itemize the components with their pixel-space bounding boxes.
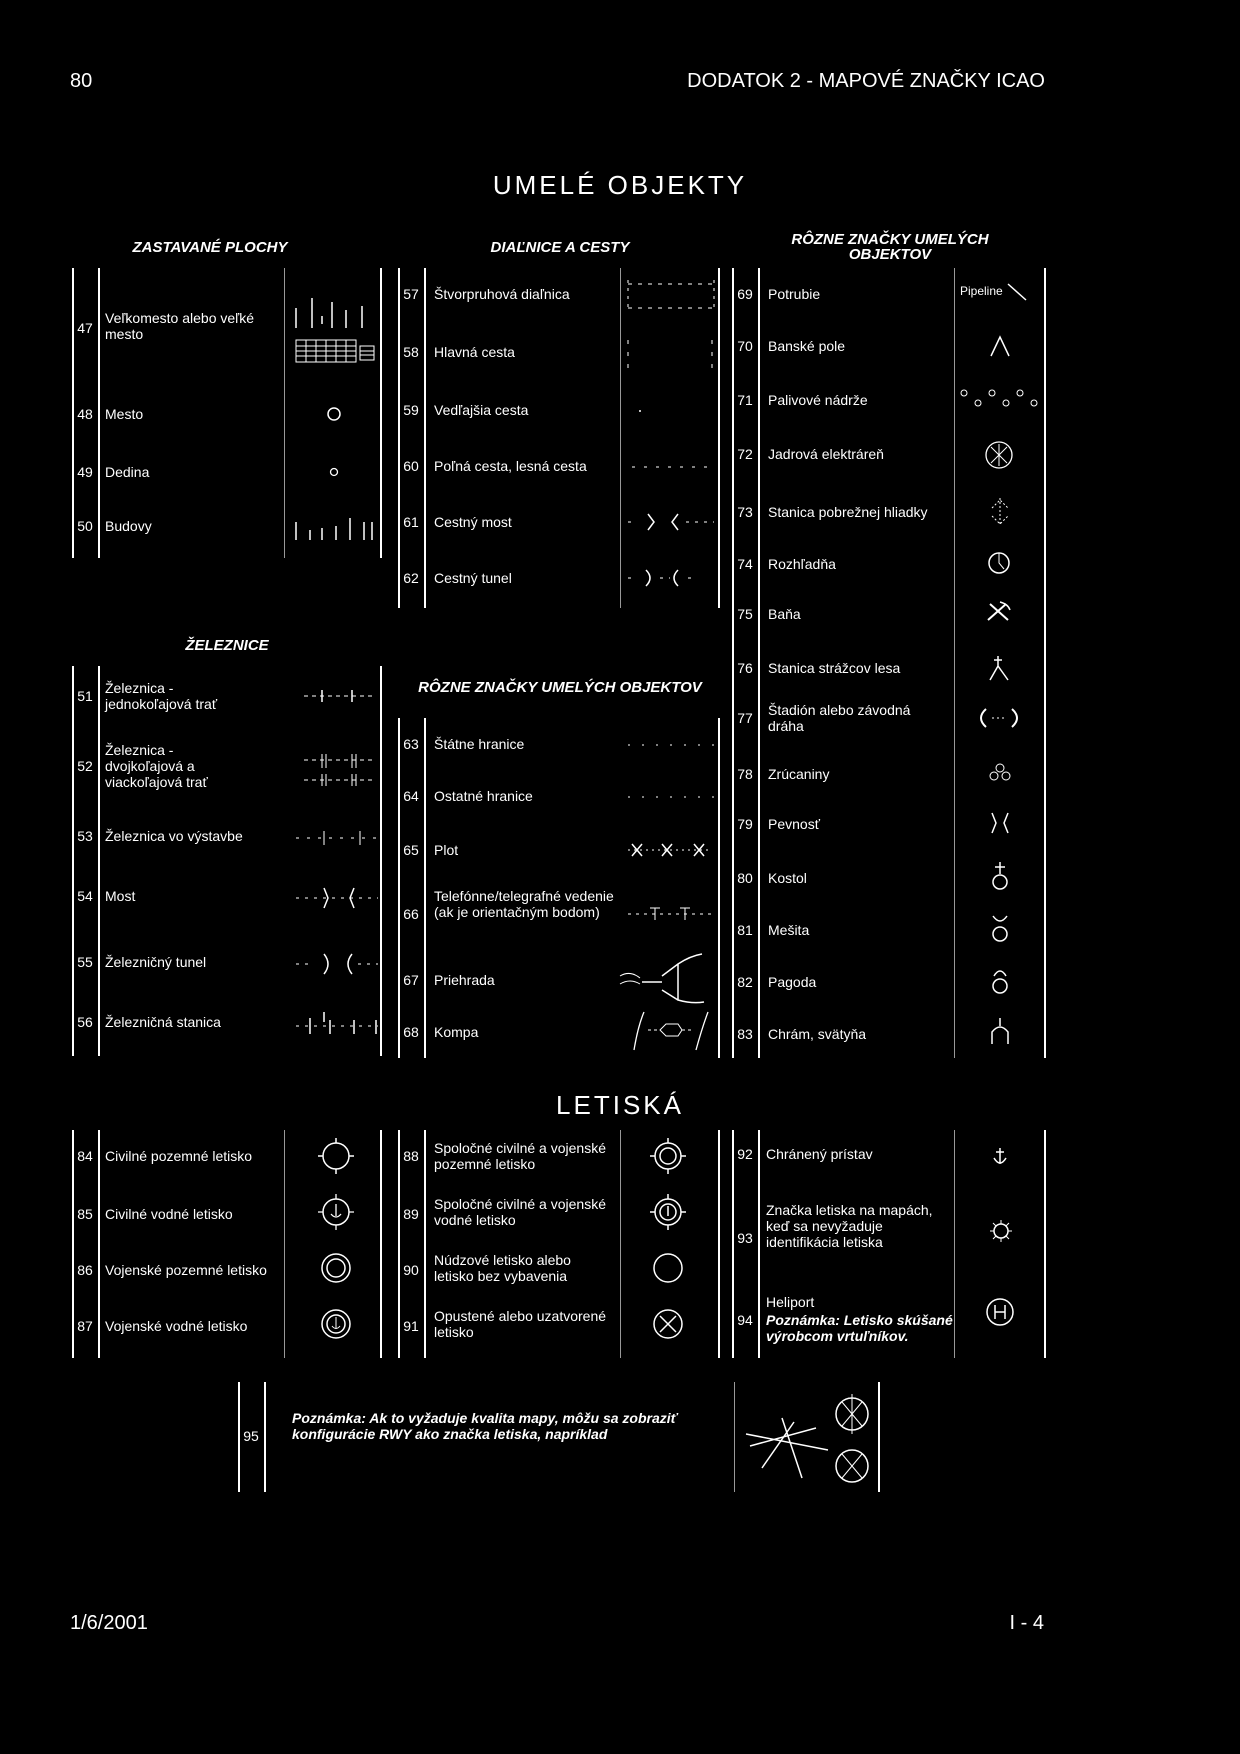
item-label: Vojenské pozemné letisko: [105, 1262, 267, 1278]
heliport-icon: [984, 1296, 1016, 1328]
item-65: [398, 824, 720, 876]
item-number: 66: [403, 906, 419, 922]
anchor-icon: [988, 1144, 1012, 1168]
ferry-icon: [624, 1006, 716, 1054]
col2-heading: DIAĽNICE A CESTY: [490, 239, 630, 256]
divider: [954, 1130, 955, 1358]
item-label: Zrúcaniny: [768, 766, 830, 782]
item-number: 54: [77, 888, 93, 904]
note-95-text: Poznámka: Ak to vyžaduje kvalita mapy, môžu sa zobraziť konfigurácie RWY ako značka letiska, napríklad: [292, 1410, 678, 1442]
airports-col1: [72, 1130, 382, 1358]
item-number: 73: [737, 504, 753, 520]
joint-water-airport-icon: [650, 1194, 686, 1230]
item-label: Civilné pozemné letisko: [105, 1148, 253, 1164]
item-number: 58: [403, 344, 419, 360]
nuclear-plant-icon: [984, 440, 1014, 470]
item-number: 62: [403, 570, 419, 586]
secondary-road-icon: [626, 406, 716, 416]
item-label: Štvorpruhová diaľnica: [434, 286, 570, 302]
item-label: Plot: [434, 842, 459, 858]
item-label: Štátne hranice: [434, 736, 525, 752]
item-number: 83: [737, 1026, 753, 1042]
item-label: Vedľajšia cesta: [434, 402, 529, 418]
item-number: 92: [737, 1146, 753, 1162]
airport-generic-icon: [988, 1218, 1014, 1244]
airports-col2: [398, 1130, 720, 1358]
mine-icon: [984, 600, 1012, 624]
item-57: [398, 268, 720, 324]
single-track-icon: [302, 688, 378, 704]
item-number: 89: [403, 1206, 419, 1222]
item-number: 55: [77, 954, 93, 970]
item-label: Heliport: [766, 1294, 815, 1310]
item-label: Kostol: [768, 870, 807, 886]
item-number: 85: [77, 1206, 93, 1222]
runway-configuration-icon: [742, 1388, 874, 1488]
item-label: Chránený prístav: [766, 1146, 873, 1162]
item-52: [72, 728, 382, 808]
item-number: 80: [737, 870, 753, 886]
item-label: Železničný tunel: [105, 954, 207, 970]
rail-station-icon: [294, 1008, 380, 1036]
item-number: 84: [77, 1148, 93, 1164]
motorway-symbol-icon: [626, 276, 716, 316]
item-62: [398, 552, 720, 608]
item-number: 67: [403, 972, 419, 988]
state-border-icon: [626, 740, 716, 750]
item-label: Železnica - dvojkoľajová a viackoľajová trať: [105, 742, 208, 790]
footer-date: 1/6/2001: [70, 1612, 148, 1634]
item-number: 91: [403, 1318, 419, 1334]
divider: [734, 1382, 735, 1492]
item-number: 75: [737, 606, 753, 622]
item-54: [72, 868, 382, 932]
item-number: 71: [737, 392, 753, 408]
dam-icon: [616, 950, 716, 1008]
roads-panel: [398, 268, 720, 608]
item-label: Opustené alebo uzatvorené letisko: [434, 1308, 607, 1340]
item-55: [72, 932, 382, 994]
item-number: 50: [77, 518, 93, 534]
item-label: Cestný most: [434, 514, 512, 530]
civil-water-airport-icon: [318, 1194, 354, 1230]
stadium-icon: [974, 706, 1024, 730]
col3-heading: RÔZNE ZNAČKY UMELÝCH OBJEKTOV: [791, 231, 989, 263]
built-up-panel: [72, 268, 382, 558]
item-label: Štadión alebo závodná dráha: [768, 702, 911, 734]
item-label: Poľná cesta, lesná cesta: [434, 458, 587, 474]
item-68: [398, 1008, 720, 1058]
item-label: Potrubie: [768, 286, 821, 302]
airports-title: LETISKÁ: [556, 1090, 684, 1120]
divider: [954, 268, 955, 1058]
pagoda-icon: [988, 964, 1012, 996]
item-number: 48: [77, 406, 93, 422]
item-label: Palivové nádrže: [768, 392, 868, 408]
item-50: [72, 502, 382, 558]
town-circle-icon: [326, 406, 342, 422]
ruins-icon: [988, 760, 1012, 784]
item-number: 95: [243, 1428, 259, 1444]
joint-airport-icon: [650, 1138, 686, 1174]
item-label: Stanica strážcov lesa: [768, 660, 901, 676]
item-number: 70: [737, 338, 753, 354]
col2-heading2: RÔZNE ZNAČKY UMELÝCH OBJEKTOV: [418, 679, 702, 696]
page-number: 80: [70, 70, 93, 92]
main-road-icon: [626, 334, 716, 374]
road-bridge-icon: [626, 510, 716, 534]
item-label: Dedina: [105, 464, 150, 480]
item-number: 90: [403, 1262, 419, 1278]
divider: [284, 1130, 285, 1358]
border-right: [718, 1130, 720, 1358]
item-53: [72, 808, 382, 868]
item-label: Mešita: [768, 922, 810, 938]
telephone-line-icon: [624, 904, 716, 924]
item-label: Most: [105, 888, 136, 904]
church-icon: [988, 860, 1012, 892]
item-number: 94: [737, 1312, 753, 1328]
item-number: 76: [737, 660, 753, 676]
closed-airport-icon: [650, 1306, 686, 1342]
item-number: 59: [403, 402, 419, 418]
track-road-icon: [626, 462, 716, 472]
item-number: 51: [77, 688, 93, 704]
item-number: 81: [737, 922, 753, 938]
item-number: 79: [737, 816, 753, 832]
heliport-note: Poznámka: Letisko skúšané výrobcom vrtuľníkov.: [766, 1312, 953, 1344]
lookout-tower-icon: [986, 550, 1012, 576]
road-tunnel-icon: [626, 566, 716, 590]
item-67: [398, 954, 720, 1008]
item-60: [398, 440, 720, 496]
divider: [424, 1130, 426, 1358]
item-number: 63: [403, 736, 419, 752]
item-59: [398, 384, 720, 440]
section-title: UMELÉ OBJEKTY: [492, 170, 748, 200]
item-61: [398, 496, 720, 552]
border-right: [878, 1382, 880, 1492]
item-63: [398, 718, 720, 772]
item-number: 69: [737, 286, 753, 302]
airports-col3: [732, 1130, 1046, 1358]
fence-icon: [624, 838, 716, 862]
footer-page-ref: I - 4: [1009, 1612, 1044, 1634]
item-56: [72, 994, 382, 1054]
item-51: [72, 666, 382, 726]
item-label: Cestný tunel: [434, 570, 512, 586]
railways-panel: [72, 666, 382, 1056]
city-symbol-icon: [292, 288, 378, 370]
item-label: Ostatné hranice: [434, 788, 533, 804]
item-label: Jadrová elektráreň: [768, 446, 884, 462]
item-label: Pagoda: [768, 974, 817, 990]
pipeline-text: Pipeline: [960, 284, 1003, 299]
civil-airport-icon: [318, 1138, 354, 1174]
item-66: [398, 876, 720, 954]
item-number: 56: [77, 1014, 93, 1030]
item-47: [72, 268, 382, 388]
border-right: [1044, 1130, 1046, 1358]
item-number: 52: [77, 758, 93, 774]
mosque-icon: [988, 912, 1012, 944]
pipeline-icon: [960, 282, 1030, 302]
item-label: Núdzové letisko alebo letisko bez vybavenia: [434, 1252, 571, 1284]
item-label: Železnica vo výstavbe: [105, 828, 243, 844]
emergency-airfield-icon: [650, 1250, 686, 1286]
item-label: Mesto: [105, 406, 144, 422]
item-label: Kompa: [434, 1024, 479, 1040]
item-label: Vojenské vodné letisko: [105, 1318, 248, 1334]
item-number: 74: [737, 556, 753, 572]
fortress-icon: [988, 810, 1012, 836]
coastguard-station-icon: [988, 496, 1012, 526]
item-label: Spoločné civilné a vojenské pozemné letisko: [434, 1140, 606, 1172]
item-number: 61: [403, 514, 419, 530]
other-border-icon: [626, 792, 716, 802]
col1-heading: ZASTAVANÉ PLOCHY: [132, 239, 288, 256]
divider: [620, 1130, 621, 1358]
border-right: [1044, 268, 1046, 1058]
item-number: 77: [737, 710, 753, 726]
item-number: 87: [77, 1318, 93, 1334]
item-64: [398, 772, 720, 824]
item-label: Železnica - jednokoľajová trať: [105, 680, 218, 712]
military-water-airport-icon: [318, 1306, 354, 1342]
item-label: Značka letiska na mapách, keď sa nevyžaduje identifikácia letiska: [766, 1202, 933, 1250]
rail-bridge-icon: [294, 884, 380, 912]
item-number: 53: [77, 828, 93, 844]
item-number: 93: [737, 1230, 753, 1246]
buildings-icon: [292, 516, 378, 544]
item-number: 64: [403, 788, 419, 804]
item-58: [398, 326, 720, 384]
mining-area-icon: [988, 334, 1012, 358]
village-circle-icon: [328, 466, 340, 478]
military-airport-icon: [318, 1250, 354, 1286]
item-number: 47: [77, 320, 93, 336]
item-number: 88: [403, 1148, 419, 1164]
item-number: 49: [77, 464, 93, 480]
divider: [264, 1382, 266, 1492]
item-number: 86: [77, 1262, 93, 1278]
item-label: Priehrada: [434, 972, 495, 988]
fuel-tanks-icon: [958, 386, 1044, 410]
temple-icon: [988, 1016, 1012, 1046]
item-number: 65: [403, 842, 419, 858]
rail-heading: ŽELEZNICE: [185, 637, 269, 654]
item-49: [72, 446, 382, 502]
item-label: Baňa: [768, 606, 801, 622]
header-title: DODATOK 2 - MAPOVÉ ZNAČKY ICAO: [687, 70, 1045, 92]
item-number: 78: [737, 766, 753, 782]
item-number: 60: [403, 458, 419, 474]
divider: [758, 268, 760, 1058]
item-number: 72: [737, 446, 753, 462]
item-label: Telefónne/telegrafné vedenie (ak je orientačným bodom): [434, 888, 614, 920]
divider: [758, 1130, 760, 1358]
item-number: 68: [403, 1024, 419, 1040]
item-label: Pevnosť: [768, 816, 820, 832]
item-number: 57: [403, 286, 419, 302]
item-label: Chrám, svätyňa: [768, 1026, 867, 1042]
double-track-icon: [302, 752, 378, 788]
rail-tunnel-icon: [294, 950, 380, 978]
item-label: Veľkomesto alebo veľké mesto: [105, 310, 255, 342]
item-label: Rozhľadňa: [768, 556, 836, 572]
item-48: [72, 390, 382, 446]
item-label: Civilné vodné letisko: [105, 1206, 233, 1222]
item-label: Železničná stanica: [105, 1014, 221, 1030]
item-label: Banské pole: [768, 338, 846, 354]
item-label: Budovy: [105, 518, 152, 534]
item-label: Spoločné civilné a vojenské vodné letisko: [434, 1196, 606, 1228]
ranger-station-icon: [986, 652, 1012, 682]
divider: [98, 1130, 100, 1358]
misc-panel: [398, 718, 720, 1058]
border-right: [380, 1130, 382, 1358]
rail-construction-icon: [294, 828, 380, 848]
item-label: Hlavná cesta: [434, 344, 515, 360]
item-number: 82: [737, 974, 753, 990]
note-95-panel: [238, 1382, 880, 1492]
item-label: Stanica pobrežnej hliadky: [768, 504, 928, 520]
